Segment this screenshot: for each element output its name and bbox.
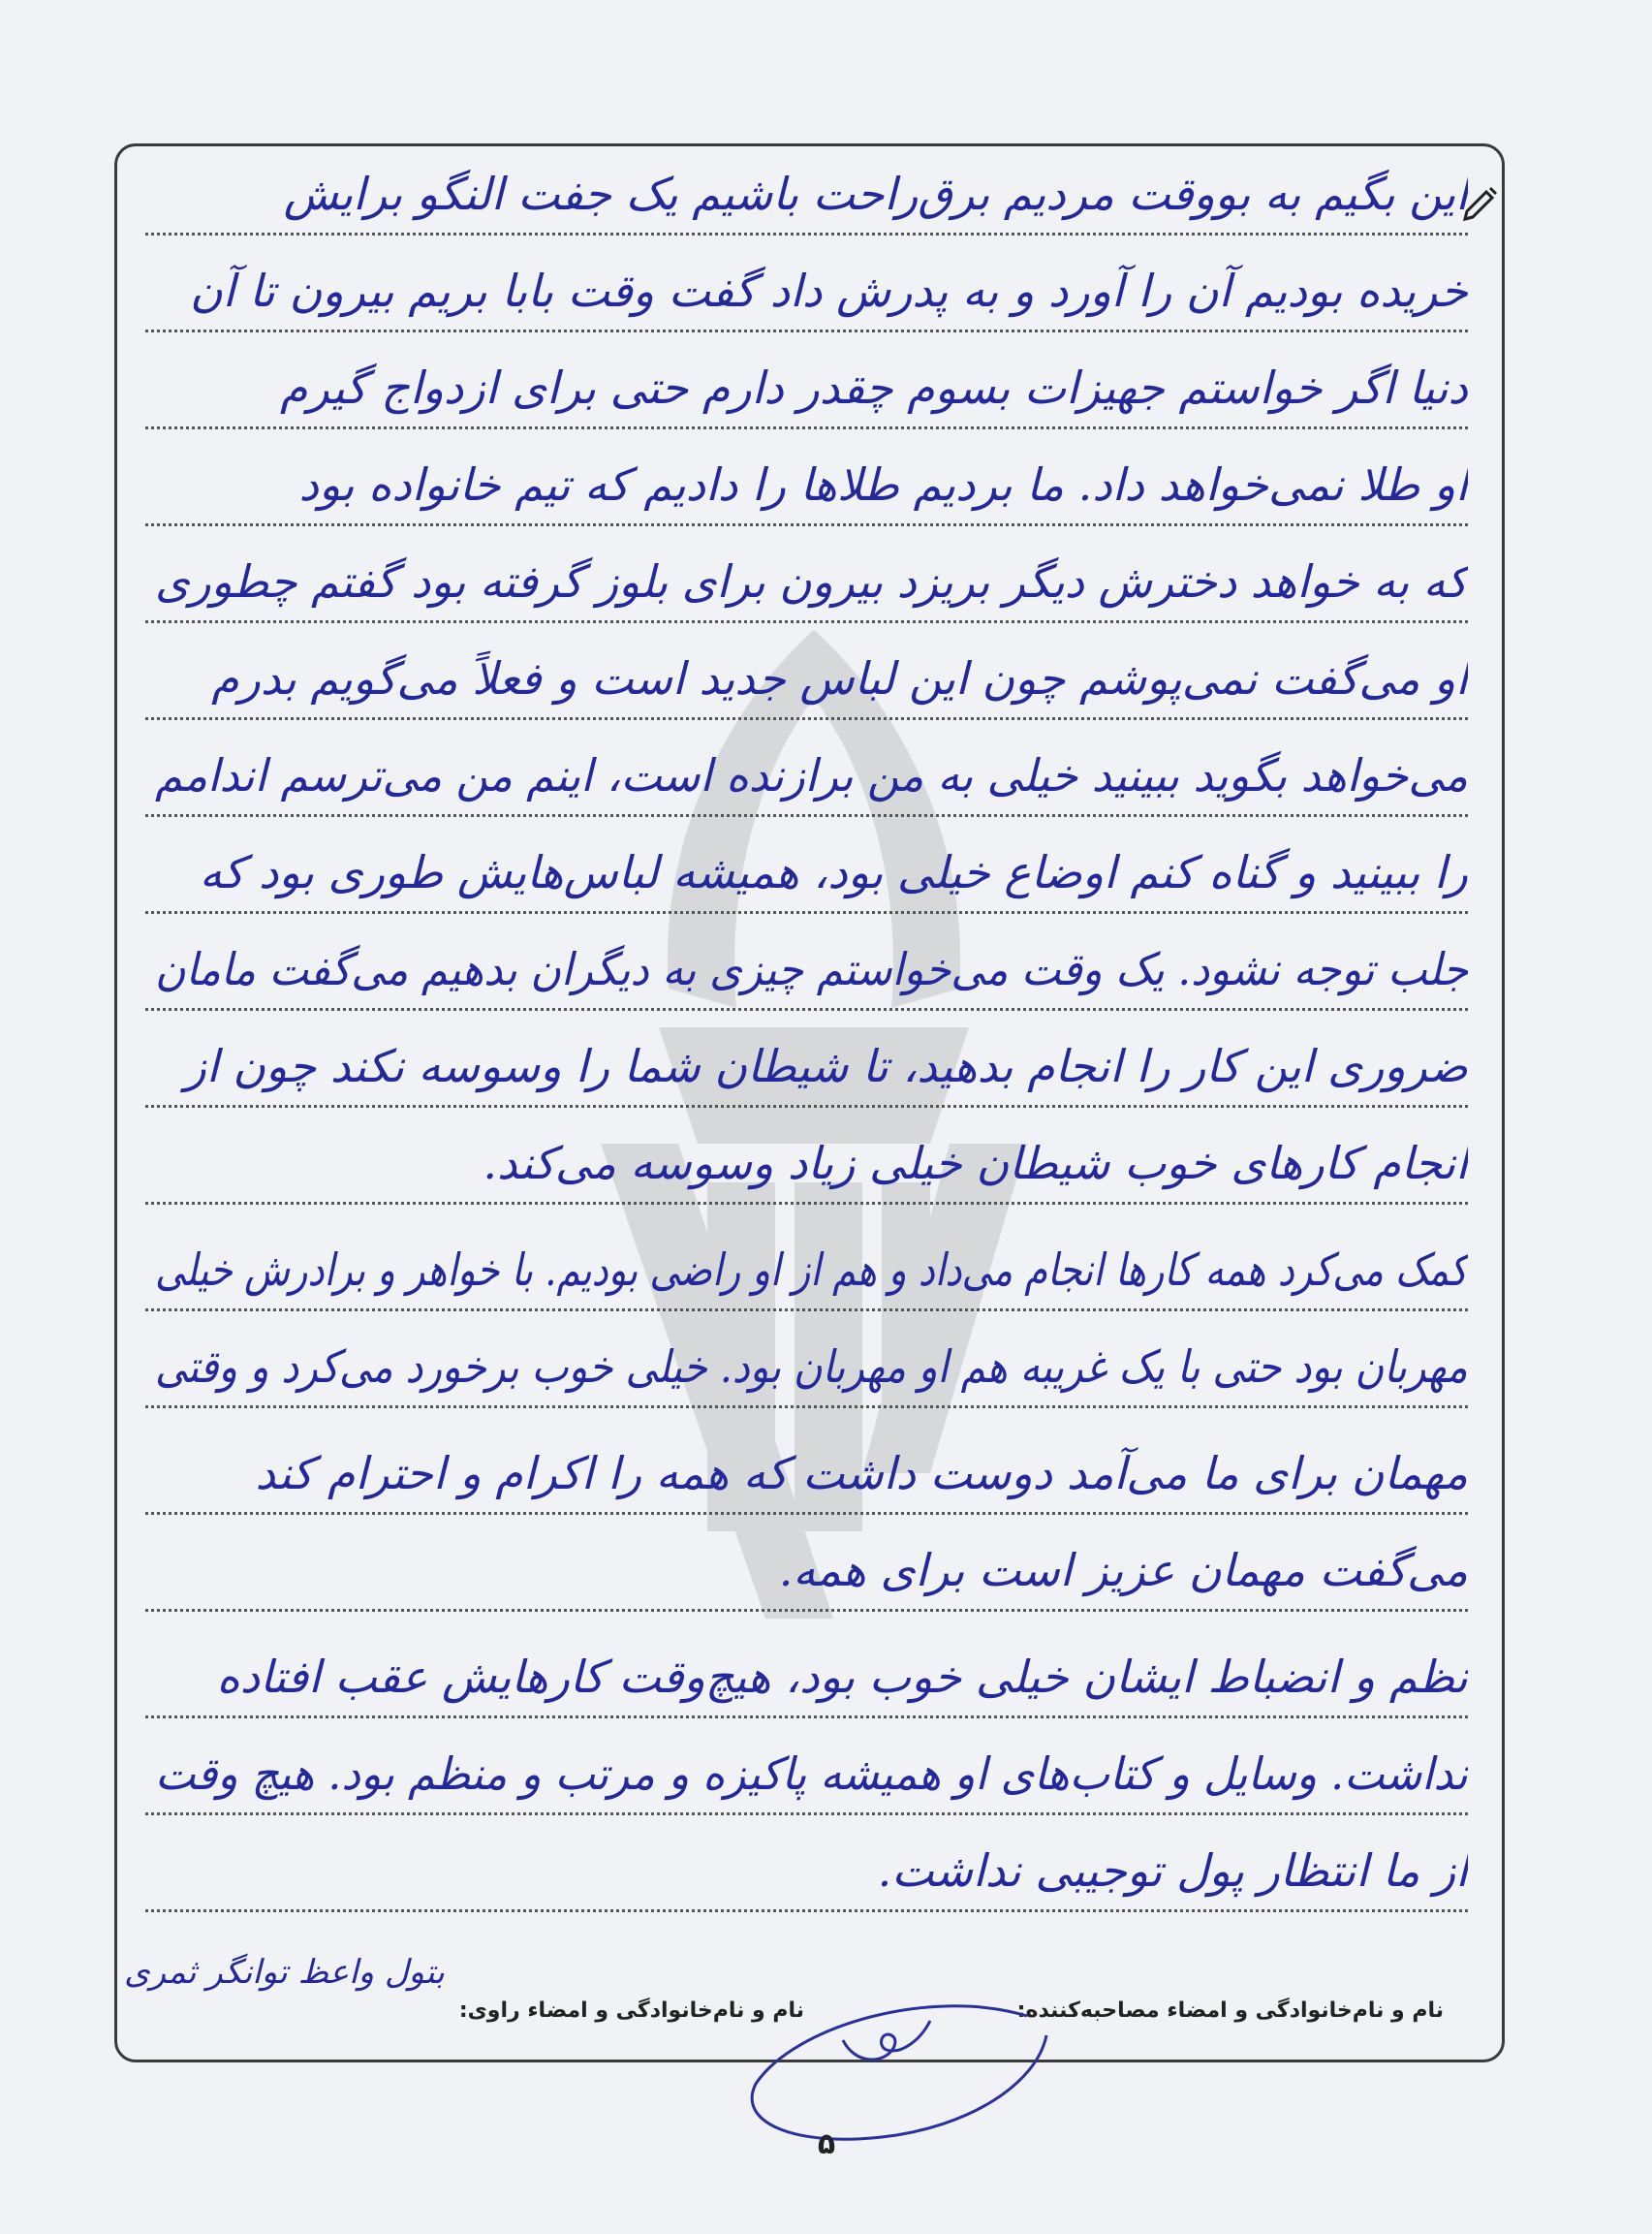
line-text: می‌خواهد بگوید ببینید خیلی به من برازنده است، اینم من می‌ترسم اندامم: [155, 749, 1468, 802]
handwritten-line-9: [145, 940, 1468, 1011]
handwritten-line-16: [145, 1648, 1468, 1718]
line-text: که به خواهد دخترش دیگر بریزد بیرون برای بلوز گرفته بود گفتم چطوری: [155, 555, 1468, 608]
handwritten-line-15: [145, 1541, 1468, 1612]
line-text: کمک می‌کرد همه کارها انجام می‌داد و هم از او راضی بودیم. با خواهر و برادرش خیلی: [155, 1243, 1468, 1296]
handwritten-line-11: [145, 1134, 1468, 1205]
handwritten-line-10: [145, 1037, 1468, 1108]
line-text: خریده بودیم آن را آورد و به پدرش داد گفت وقت بابا بریم بیرون تا آن: [189, 265, 1468, 317]
handwritten-line-6: [145, 649, 1468, 720]
line-text: از ما انتظار پول توجیبی نداشت.: [877, 1844, 1468, 1897]
handwritten-line-13: [145, 1337, 1468, 1408]
handwritten-line-3: [145, 359, 1468, 429]
line-text: می‌گفت مهمان عزیز است برای همه.: [778, 1544, 1468, 1596]
interviewer-signature-label: نام و نام‌خانوادگی و امضاء مصاحبه‌کننده:: [1016, 1998, 1444, 2023]
line-text: مهمان برای ما می‌آمد دوست داشت که همه را اکرام و احترام کند: [255, 1447, 1468, 1499]
line-text: دنیا اگر خواستم جهیزات بسوم چقدر دارم حتی برای ازدواج گیرم: [279, 362, 1468, 414]
handwritten-line-1: [145, 165, 1468, 236]
handwritten-line-18: [145, 1841, 1468, 1912]
handwritten-line-17: [145, 1745, 1468, 1815]
handwritten-line-12: [145, 1241, 1468, 1311]
line-text: نظم و انضباط ایشان خیلی خوب بود، هیچ‌وقت کارهایش عقب افتاده: [216, 1651, 1468, 1703]
handwritten-line-8: [145, 843, 1468, 914]
line-text: را ببینید و گناه کنم اوضاع خیلی بود، همیشه لباس‌هایش طوری بود که: [199, 846, 1468, 898]
interviewer-name: بتول واعظ توانگر ثمری: [124, 1953, 445, 1992]
line-text: او طلا نمی‌خواهد داد. ما بردیم طلاها را دادیم که تیم خانواده بود: [298, 458, 1468, 511]
handwritten-line-14: [145, 1444, 1468, 1515]
line-text: او می‌گفت نمی‌پوشم چون این لباس جدید است و فعلاً می‌گویم بدرم: [211, 652, 1468, 705]
line-text: جلب توجه نشود. یک وقت می‌خواستم چیزی به دیگران بدهیم می‌گفت مامان: [154, 943, 1468, 995]
handwritten-line-4: [145, 456, 1468, 526]
line-text: مهربان بود حتی با یک غریبه هم او مهربان بود. خیلی خوب برخورد می‌کرد و وقتی: [155, 1340, 1468, 1393]
line-text: ضروری این کار را انجام بدهید، تا شیطان شما را وسوسه نکند چون از: [184, 1040, 1468, 1092]
line-text: نداشت. وسایل و کتاب‌های او همیشه پاکیزه و مرتب و منظم بود. هیچ وقت: [155, 1747, 1468, 1800]
line-text: این بگیم به بووقت مردیم برق‌راحت باشیم یک جفت النگو برایش: [283, 168, 1468, 220]
handwritten-line-5: [145, 552, 1468, 623]
narrator-signature-label: نام و نام‌خانوادگی و امضاء راوی:: [458, 1998, 804, 2023]
page-number: ۵: [817, 2127, 836, 2161]
line-text: انجام کارهای خوب شیطان خیلی زیاد وسوسه می‌کند.: [483, 1137, 1468, 1189]
handwritten-line-7: [145, 746, 1468, 817]
handwritten-line-2: [145, 262, 1468, 332]
signature: [833, 2011, 940, 2069]
